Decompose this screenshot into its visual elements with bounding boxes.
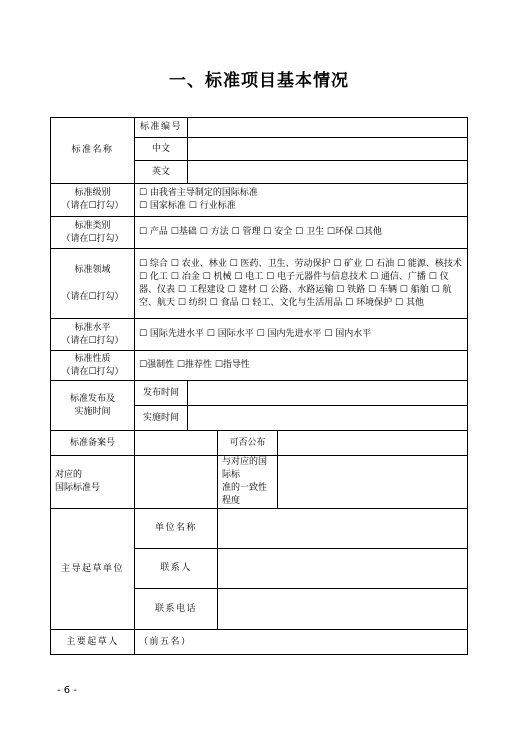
standard-category-options[interactable]: ☐ 产品 ☐基础 ☐ 方法 ☐ 管理 ☐ 安全 ☐ 卫生 ☐环保 ☐其他 <box>135 217 468 249</box>
level-option-national-industry[interactable]: ☐ 国家标准 ☐ 行业标准 <box>139 201 236 211</box>
standard-tech-level-title: 标准水平 <box>74 322 111 333</box>
contact-phone-field[interactable] <box>218 589 468 630</box>
level-option-provincial-international[interactable]: ☐ 由我省主导制定的国际标准 <box>139 188 258 198</box>
standard-tech-level-label <box>51 319 135 351</box>
standard-field-hint: （请在☐打勾） <box>61 291 124 302</box>
implementation-date-label: 实施时间 <box>135 406 188 431</box>
page-title: 一、标准项目基本情况 <box>169 71 349 91</box>
standard-level-hint: （请在☐打勾） <box>61 201 124 211</box>
contact-phone-label: 联系电话 <box>135 589 218 630</box>
standard-category-title: 标准类别 <box>74 220 111 231</box>
standard-field-label <box>51 249 135 319</box>
english-name-field[interactable] <box>188 161 468 184</box>
standard-tech-level-options[interactable]: ☐ 国际先进水平 ☐ 国际水平 ☐ 国内先进水平 ☐ 国内水平 <box>135 319 468 351</box>
standard-category-label <box>51 217 135 249</box>
main-drafters-label: 主要起草人 <box>51 630 135 655</box>
project-info-table <box>50 117 468 655</box>
unit-name-label: 单位名称 <box>135 509 218 549</box>
publishable-field[interactable] <box>278 431 468 456</box>
unit-name-field[interactable] <box>218 509 468 549</box>
chinese-name-field[interactable] <box>188 138 468 161</box>
drafter-unit-label: 主导起草单位 <box>51 509 135 630</box>
standard-level-title: 标准级别 <box>74 188 111 198</box>
standard-field-title: 标准领域 <box>74 264 111 275</box>
standard-nature-options[interactable]: ☐强制性 ☐推荐性 ☐指导性 <box>135 351 468 381</box>
release-date-field[interactable] <box>188 381 468 406</box>
page-number: - 6 - <box>57 685 77 696</box>
standard-nature-hint: （请在☐打勾） <box>61 366 124 377</box>
dates-subtitle: 实施时间 <box>74 406 111 417</box>
intl-standard-field[interactable] <box>135 456 218 509</box>
chinese-name-label: 中文 <box>135 138 188 161</box>
standard-tech-level-hint: （请在☐打勾） <box>61 335 124 346</box>
intl-standard-subtitle: 国际标准号 <box>55 483 101 493</box>
consistency-field[interactable] <box>278 456 468 509</box>
standard-level-label <box>51 184 135 217</box>
standard-field-options[interactable]: ☐ 综合 ☐ 农业、林业 ☐ 医药、卫生、劳动保护 ☐ 矿业 ☐ 石油 ☐ 能源、核技术 ☐ 化工 ☐ 冶金 ☐ 机械 ☐ 电工 ☐ 电子元器件与信息技术 ☐ 通信、广播 ☐ 仪器、仪表 ☐ 工程建设 ☐ 建材 ☐ 公路、水路运输 ☐ 铁路 ☐ 车辆 ☐ 船舶 ☐ 航空、航天 ☐ 纺织 ☐ 食品 ☐ 轻工、文化与生活用品 ☐ 环境保护 ☐ 其他 <box>135 249 468 319</box>
standard-nature-label <box>51 351 135 381</box>
standard-name-label: 标准名称 <box>51 118 135 184</box>
intl-standard-label <box>51 456 135 509</box>
consistency-label <box>218 456 278 509</box>
standard-number-field[interactable] <box>188 118 468 138</box>
dates-label <box>51 381 135 431</box>
release-date-label: 发布时间 <box>135 381 188 406</box>
implementation-date-field[interactable] <box>188 406 468 431</box>
contact-person-label: 联系人 <box>135 549 218 589</box>
english-name-label: 英文 <box>135 161 188 184</box>
intl-standard-title: 对应的 <box>55 470 83 480</box>
consistency-subtitle: 准的一致性程度 <box>222 483 268 506</box>
contact-person-field[interactable] <box>218 549 468 589</box>
standard-number-label: 标准编号 <box>135 118 188 138</box>
standard-nature-title: 标准性质 <box>74 353 111 364</box>
consistency-title: 与对应的国际标 <box>222 457 268 480</box>
dates-title: 标准发布及 <box>69 393 115 404</box>
publishable-label: 可否公布 <box>218 431 278 456</box>
main-drafters-field[interactable]: （前五名） <box>135 630 468 655</box>
filing-number-field[interactable] <box>135 431 218 456</box>
standard-level-options[interactable] <box>135 184 468 217</box>
filing-number-label: 标准备案号 <box>51 431 135 456</box>
standard-category-hint: （请在☐打勾） <box>61 233 124 244</box>
